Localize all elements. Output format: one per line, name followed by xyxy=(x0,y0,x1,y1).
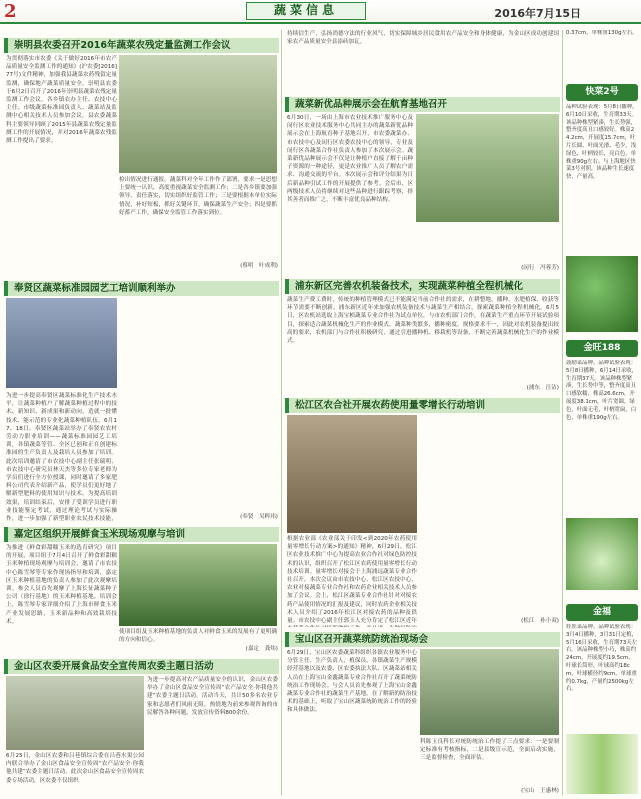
article-body-songjiang-cont xyxy=(420,415,559,627)
byline-pudong: (浦东 汪洁) xyxy=(526,385,559,391)
byline-songjiang: (松江 孙小双) xyxy=(521,618,559,624)
article-body-fengxian: 为进一步提高奉贤区蔬菜标准化生产技术水平，让蔬菜种植户了解蔬菜种植过程中的技术、新知识、新成果和新动向，造就一批懂技术、能示范的专业化蔬菜种植队伍。6月17、18日，奉贤区蔬菜站举办了奉贤农农村劳动力职业培训——蔬菜标准园园艺工培训，各镇蔬菜等管、全区已创和正在创建标准园的生产负责人及栽培人员参加了培训。此次培训邀请了市农技中心副主任张瑞明、市农技中心研究员林天杰等多位专家老师为学员们进行全方位授课，同时邀请了多家肥料公司代表介绍新产品，使学员们更好地了解新型肥料的使用知识与技术。为提高培训效果，培训结束后，安排了受训学员进行职业技能鉴定考试，通过理论考试与实际操作，进一步加强了新型职业农民技术技能， xyxy=(6,393,117,522)
article-body-fengxian-cont xyxy=(119,298,277,522)
article-body-jinshan: 为进一步提高对农产品质量安全的认识，金山区农委举办了金山区食品安全宣传周“农产品安全·你我他共建”农委主题日活动。活动当天，共计50多名农业专家和志愿者们风雨无阻，热情地为前来参观咨询的市民解答各种问题，发放宣传资料800余份。 xyxy=(147,677,278,716)
article-continued-jinshan: 持续信生产，弘扬尚德守法的行业风气，切实保障城乡居民食用农产品安全和身体健康，为金山区成功创建国家农产品质量安全县添砖加瓦。 xyxy=(287,31,559,46)
page-header xyxy=(0,0,641,24)
meeting-photo xyxy=(119,55,277,173)
column-divider xyxy=(562,30,563,795)
variety-desc-jinwang188: 鼓励菜品种。品种试验表现：5月8日播种，6月14日采收，生育期37天。该品种株型紧凑，生长势中等，整齐度高且口感软糯，株高26.6cm，开展度38.1cm，叶片宽圆，绿色，叶面无毛，叶柄宽扁，白色，单株重190g左右。 xyxy=(566,360,638,421)
article-title-songjiang: 松江区农合社开展农药使用量零增长行动培训 xyxy=(285,398,560,413)
masthead: 蔬菜信息 xyxy=(246,2,366,20)
vegetable-photo-jinwang188 xyxy=(566,518,638,590)
vegetable-show-photo xyxy=(416,114,559,222)
training-photo xyxy=(6,298,117,388)
byline-jiading: (嘉定 龚炜) xyxy=(245,646,278,652)
byline-chongming: (蔡明 叶成利) xyxy=(240,263,278,269)
byline-baoshan: (宝山 王惠林) xyxy=(521,788,559,794)
variety-title-jinwang188: 金旺188 xyxy=(566,340,638,357)
article-title-jiading: 嘉定区组织开展鲜食玉米现场观摩与培训 xyxy=(4,527,279,542)
article-body-jiading: 为推进《鲜食彩甜糯玉米的选育研究》项目的开展，项目组于7月4日召开了鲜食彩甜糯玉米种植现场观摩与培训会，邀请了市农技中心陈雪琴等专家作现场指导和培训，嘉定区玉米种植基地的负责人参加了此次观摩培训。参会人员首先观摩了上海长征蔬菜种子公司（徐行基地）的玉米种植基地。培训会上，陈雪琴专家详细介绍了上海市鲜食玉米产业发展思路，玉米新品种和高效栽培技术。 xyxy=(6,545,117,625)
article-body-chongming: 为贯彻落实市农委《关于做好2016年市农产品质量安全监测工作的通知》(沪农委[2016]77号)文件精神，加强我县蔬菜农药残留定量监测，确保地产蔬菜质量安全，崇明县农委于6月2日召开了2016年崇明县蔬菜农残定量监测工作会议，各乡镇农办主任、农技中心主任、市级蔬菜标准园负责人、蔬菜站及监测中心相关技术人员参加会议。县农委蔬菜科主要领导回顾了2015年县蔬菜农残定量监测工作的开展情况，并对2016年蔬菜农残监测工作提出了要求。 xyxy=(6,56,117,145)
article-title-minhang: 蔬菜新优品种展示会在航育基地召开 xyxy=(285,97,560,112)
seminar-photo xyxy=(287,415,417,533)
article-title-pudong: 浦东新区完善农机装备技术，实现蔬菜种植全程机械化 xyxy=(285,279,560,294)
article-title-baoshan: 宝山区召开蔬菜统防统治现场会 xyxy=(285,632,560,647)
variety-desc-kuaicai2: 品种试验表现：5月8日播种，6月10日采收，生育期33天。该品种株型紧凑，生长势强，整齐度高且口感较好。株高24.2cm，开展度15.7cm，叶片长圆、叶面光滑、毛少，浅绿色，叶柄较长，亮白色，单株重90g左右。与上海地区快菜3号对照，该品种生长速度快，产量高。 xyxy=(566,104,638,181)
sidebar-intro: 0.37cm，单株重130g左右。 xyxy=(566,30,638,36)
variety-desc-jinfu: 娃娃菜品种。品种试验表现：3月4日播种，3月31日定植，5月16日采收，生育期73天左右。该品种株型小巧，株高约24cm，开展度约19.5cm，叶球长筒形，叶球高约18cm，叶球横径约9cm，单球重约0.7kg，产量约2500kg左右。 xyxy=(566,624,638,693)
page-number: 2 xyxy=(4,1,17,22)
variety-title-jinfu: 金福 xyxy=(566,604,638,621)
article-body-baoshan-cont: 科陈玉良科长对统防统治工作提了三点要求：一是要制定标准有考核指标，二是县级宣示范，全面启动实施，三是监督检查，全面评估。 xyxy=(420,739,559,762)
article-body-chongming-cont: 检出情况进行通报，蔬菜科对全年工作作了部署，要求一是思想上要统一认识，高度重视蔬菜安全监测工作；二是各乡镇要加强领导，责任落实，切实组织好监管工作；三是要根据本单位实际情况，补好短板，抓好关键环节，确保蔬菜生产安全；四是要抓好蓄产工作，确保安全监管工作落实到位。 xyxy=(119,177,277,216)
article-body-minhang: 6月30日，一场由上海市农业技术推广服务中心及闵行区农业技术服务中心共同主办的蔬菜新优品种展示会在上海航育种子基地召开，市农委蔬菜办、市农技中心及闵行区农委农技中心的领导，专业及闵行区各蔬菜合作社负责人参加了本次展示会。蔬菜新优品种展示会不仅是让种植户直接了解千亩种子资源的一种途径，更是农业推广人员了解农户需求、沟通交流的平台。本次展示会和评分结果为日后新品种引试工作的开展提供了参考。会后市、区两级技术人员将继续对这些品种进行跟踪考察，择其善者而推广之，不断丰富优良品种结构。 xyxy=(287,115,413,204)
article-title-fengxian: 奉贤区蔬菜标准园园艺工培训顺利举办 xyxy=(4,281,279,296)
article-body-songjiang: 根据农业部《农业部关于印发<到2020年农药使用量零增长行动方案>的通知》精神，6月29日，松江区农业技术推广中心为提高农业合作社对绿色防控技术的认识，组织召开了松江区农药使用量零增长行动技术培训。量零增长对接会于上海浦远蔬菜专业合作社召开，本次会议由市农技中心、松江区农技中心、农业对接蔬菜专业合作社和农药企业相关技术人员参加了会议。会上，松江区蔬菜专业合作社针对对接农药产品使用情况的汇报及建议，同时农药企业相关技术人员介绍了2016年松江区对接农药的品种及供量。市农技中心副主任郭玉人充分肯定了松江区近年 xyxy=(287,536,417,625)
vegetable-photo-kuaicai2 xyxy=(566,256,638,332)
byline-fengxian: (奉贤 吴粹玮) xyxy=(240,514,278,520)
article-body-jiading-cont: 使项目组及玉米种植基地的负责人对鲜食玉米的发展有了更明确的方向和信心。 xyxy=(119,629,277,644)
column-divider xyxy=(281,30,282,795)
byline-minhang: (闵行 冯蓉芳) xyxy=(521,265,559,271)
promotion-event-photo xyxy=(6,676,144,750)
article-body-baoshan: 6月29日，宝山区农委蔬菜科组织各镇农业服务中心分管主任、生产负责人、植保员、各镇蔬菜生产规模经营基地以及农委、区农委执法大队、区蔬菜站相关人员在上海宝山金鑫蔬菜专业合作社召开了蔬菜统防统治工作现场会。与会人员首先参观了上海宝山金鑫蔬菜专业合作社的蔬菜生产基地，在了解新的防治技术的基础上，听取了宝山区蔬菜统防统治工作的经验和具体做法。 xyxy=(287,650,417,714)
article-body-pudong: 蔬菜生产费工费时，传统的种植管理模式已不能满足当前合作社的需求，在耕整地、播种、水肥植保、收获等环节需要不断创新。浦东新区近年来加强农机装备技术与蔬菜生产相结合，探索蔬菜种植全程机械化。6月5日，区农机站选取上海宝桢蔬菜专业合作社为试点单位，与市农机部门合作，在蔬菜生产重点环节开展试验项目，探索适合蔬菜机械化生产的作业模式。蔬菜种类繁多，播种密度、规格要求不一，因此对农机装备提出较高的要求，农机部门与合作社积极研究，通过引进播种机、移栽机等设备，不断完善蔬菜机械化生产的作业模式。 xyxy=(287,297,559,345)
article-body-jinshan-intro: 6月25日，金山区农委和吕巷镇综合委在吕巷水果公园内联合举办了金山区食品安全宣传周“农产品安全·你我他共建”农委主题日活动。此次金山区食品安全宣传周农委专场活动，区农委不仅组织 xyxy=(6,753,144,784)
vegetable-photo-jinfu xyxy=(566,734,638,794)
variety-title-kuaicai2: 快菜2号 xyxy=(566,84,638,101)
corn-field-photo xyxy=(119,544,277,626)
field-meeting-photo xyxy=(420,649,559,735)
issue-date: 2016年7月15日 xyxy=(494,7,581,20)
article-title-chongming: 崇明县农委召开2016年蔬菜农残定量监测工作会议 xyxy=(4,38,279,53)
article-title-jinshan: 金山区农委开展食品安全宣传周农委主题日活动 xyxy=(4,659,279,674)
